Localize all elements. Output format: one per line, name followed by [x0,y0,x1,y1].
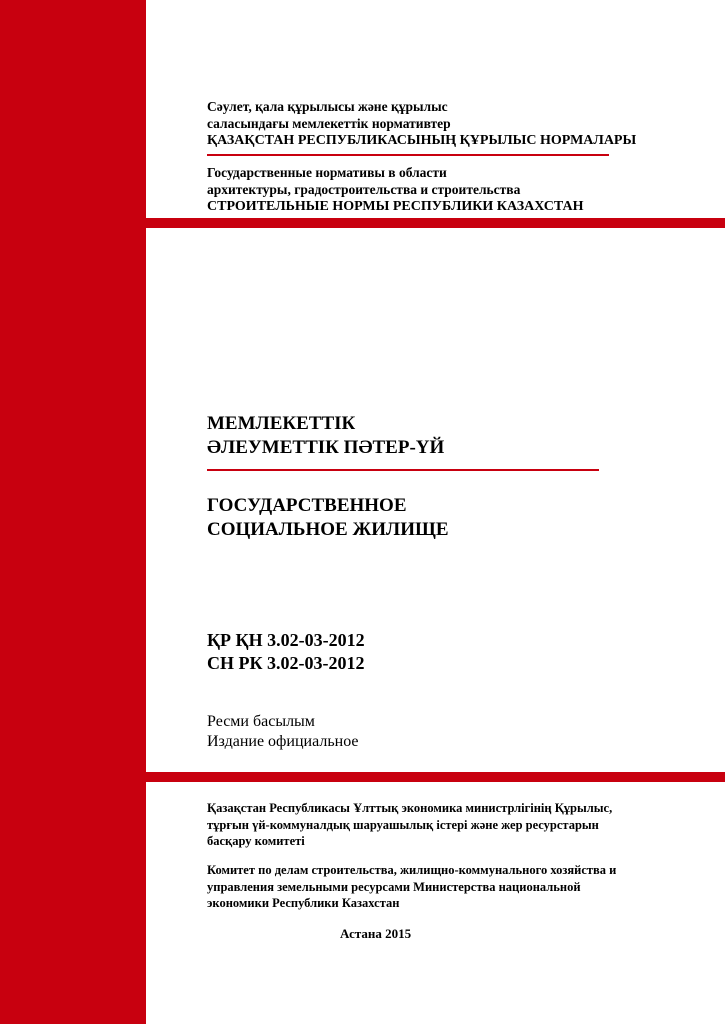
edition-label [207,712,359,752]
header-divider [207,154,609,156]
document-codes [207,629,365,675]
org-kz-line3: басқару комитеті [207,834,305,848]
header-kz [207,98,636,149]
header-ru-line3: СТРОИТЕЛЬНЫЕ НОРМЫ РЕСПУБЛИКИ КАЗАХСТАН [207,199,584,214]
title-ru-line2: СОЦИАЛЬНОЕ ЖИЛИЩЕ [207,519,449,540]
org-kz-line1: Қазақстан Республикасы Ұлттық экономика министрлігінің Құрылыс, [207,801,613,815]
title-kz-line1: МЕМЛЕКЕТТІК [207,413,356,434]
header-kz-line3: ҚАЗАҚСТАН РЕСПУБЛИКАСЫНЫҢ ҚҰРЫЛЫС НОРМАЛАРЫ [207,133,637,148]
publisher-kz [207,800,677,850]
code-kz: ҚР ҚН 3.02-03-2012 [207,630,365,650]
org-ru-line1: Комитет по делам строительства, жилищно-коммунального хозяйства и [207,863,617,877]
org-kz-line2: тұрғын үй-коммуналдық шаруашылық істері және жер ресурстарын [207,817,599,832]
bottom-red-band [0,772,725,782]
document-title-kz [207,412,444,460]
edition-ru: Издание официальное [207,733,359,750]
header-ru-line2: архитектуры, градостроительства и строительства [207,182,521,197]
header-kz-line2: саласындағы мемлекеттік нормативтер [207,116,451,131]
title-divider [207,469,599,471]
publisher-ru [207,862,677,912]
title-kz-line2: ӘЛЕУМЕТТІК ПӘТЕР-ҮЙ [207,437,445,458]
left-red-bar [0,0,146,1024]
header-ru [207,164,584,215]
title-ru-line1: ГОСУДАРСТВЕННОЕ [207,495,407,516]
header-ru-line1: Государственные нормативы в области [207,165,447,180]
document-title-ru [207,494,449,542]
org-ru-line3: экономики Республики Казахстан [207,896,400,910]
edition-kz: Ресми басылым [207,713,315,730]
header-kz-line1: Сәулет, қала құрылысы және құрылыс [207,99,448,114]
top-red-band [0,218,725,228]
org-ru-line2: управления земельными ресурсами Министерства национальной [207,879,581,894]
city-year: Астана 2015 [340,926,412,941]
code-ru: СН РК 3.02-03-2012 [207,653,365,673]
